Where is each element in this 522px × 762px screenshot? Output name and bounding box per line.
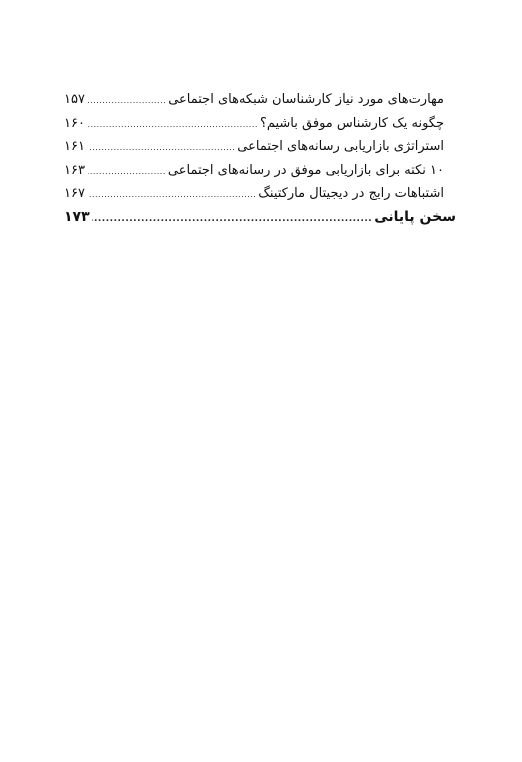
toc-entry-page: ۱۷۳ [64, 208, 90, 225]
toc-entry-title: چگونه یک کارشناس موفق باشیم؟ [259, 115, 444, 131]
toc-entry-page: ۱۶۳ [64, 162, 85, 178]
toc-entry-page: ۱۶۷ [64, 186, 85, 201]
dot-leader [88, 160, 166, 184]
toc-entry-page: ۱۵۷ [64, 92, 85, 107]
table-of-contents [64, 88, 456, 229]
toc-entry-title: مهارت‌های مورد نیاز کارشناسان شبکه‌های اجتماعی [168, 92, 444, 107]
toc-entry-page: ۱۶۱ [64, 139, 85, 154]
toc-entry [64, 112, 456, 136]
dot-leader [88, 136, 235, 160]
toc-entry [64, 182, 456, 206]
toc-entry-main [64, 206, 456, 230]
dot-leader [88, 113, 258, 137]
toc-entry-title: استراتژی بازاریابی رسانه‌های اجتماعی [237, 139, 444, 154]
toc-entry [64, 159, 456, 183]
dot-leader [88, 89, 166, 113]
toc-entry-title: سخن پایانی [374, 208, 456, 225]
toc-entry [64, 135, 456, 159]
toc-entry [64, 88, 456, 112]
toc-entry-page: ۱۶۰ [64, 115, 85, 131]
dot-leader [92, 208, 373, 232]
toc-entry-title: اشتباهات رایج در دیجیتال مارکتینگ [258, 186, 444, 201]
toc-entry-title: ۱۰ نکته برای بازاریابی موفق در رسانه‌های اجتماعی [167, 162, 444, 178]
dot-leader [88, 183, 256, 207]
